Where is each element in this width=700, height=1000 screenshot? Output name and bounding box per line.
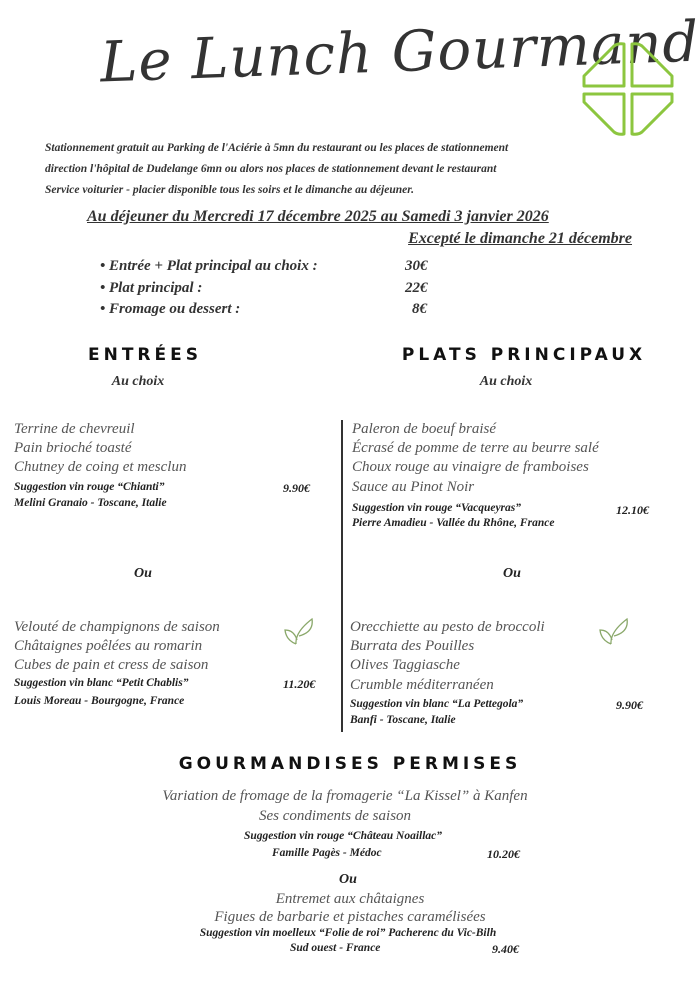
or-label: Ou xyxy=(339,872,357,887)
dish-line: Choux rouge au vinaigre de framboises xyxy=(352,459,589,475)
date-exception: Excepté le dimanche 21 décembre xyxy=(408,230,632,247)
wine-suggestion: Suggestion vin rouge “Château Noaillac” xyxy=(243,830,443,842)
column-divider xyxy=(341,420,343,732)
dish-line: Ses condiments de saison xyxy=(258,808,412,824)
dish-line: Entremet aux châtaignes xyxy=(275,891,425,907)
wine-price: 9.90€ xyxy=(283,481,310,495)
wine-suggestion: Suggestion vin rouge “Vacqueyras” xyxy=(352,502,522,514)
plats-heading: PLATS PRINCIPAUX xyxy=(401,345,647,365)
vegetarian-leaf-icon xyxy=(597,616,631,646)
formula-item: • Fromage ou dessert : xyxy=(100,301,241,317)
date-range: Au déjeuner du Mercredi 17 décembre 2025 au Samedi 3 janvier 2026 xyxy=(87,208,549,225)
formula-item: • Plat principal : xyxy=(100,280,203,296)
dish-line: Cubes de pain et cress de saison xyxy=(14,657,209,673)
formula-price: 22€ xyxy=(405,280,428,296)
formula-label: Fromage ou dessert : xyxy=(109,301,241,317)
wine-price: 9.90€ xyxy=(616,698,643,712)
wine-price: 11.20€ xyxy=(283,677,316,691)
or-label: Ou xyxy=(503,566,521,581)
dish-line: Burrata des Pouilles xyxy=(350,638,475,654)
dish-line: Variation de fromage de la fromagerie “La Kissel” à Kanfen xyxy=(162,788,528,804)
or-label: Ou xyxy=(134,566,152,581)
dish-line: Chutney de coing et mesclun xyxy=(14,459,187,475)
formula-item: • Entrée + Plat principal au choix : xyxy=(100,258,318,274)
parking-info-line: Stationnement gratuit au Parking de l'Aciérie à 5mn du restaurant ou les places de stationnement xyxy=(45,142,509,154)
dish-line: Paleron de boeuf braisé xyxy=(352,421,497,437)
dish-line: Châtaignes poêlées au romarin xyxy=(14,638,203,654)
dish-line: Velouté de champignons de saison xyxy=(14,619,220,635)
parking-info-line: direction l'hôpital de Dudelange 6mn ou alors nos places de stationnement devant le restaurant xyxy=(45,163,497,175)
formula-price: 8€ xyxy=(412,301,427,317)
dish-line: Écrasé de pomme de terre au beurre salé xyxy=(352,440,599,456)
wine-producer: Sud ouest - France xyxy=(290,942,381,954)
dish-line: Olives Taggiasche xyxy=(350,657,460,673)
clover-icon xyxy=(580,40,676,138)
wine-suggestion: Suggestion vin rouge “Chianti” xyxy=(14,481,165,493)
wine-producer: Banfi - Toscane, Italie xyxy=(350,714,456,726)
formula-label: Entrée + Plat principal au choix : xyxy=(109,258,318,274)
wine-suggestion: Suggestion vin moelleux “Folie de roi” Pacherenc du Vic-Bilh xyxy=(199,927,497,939)
wine-suggestion: Suggestion vin blanc “Petit Chablis” xyxy=(14,677,189,689)
wine-producer: Famille Pagès - Médoc xyxy=(272,847,382,859)
valet-info-line: Service voiturier - placier disponible tous les soirs et le dimanche au déjeuner. xyxy=(45,184,414,196)
dish-line: Crumble méditerranéen xyxy=(350,677,494,693)
menu-title: Le Lunch Gourmand xyxy=(99,9,700,96)
wine-producer: Louis Moreau - Bourgogne, France xyxy=(14,695,185,707)
wine-suggestion: Suggestion vin blanc “La Pettegola” xyxy=(350,698,524,710)
dish-line: Figues de barbarie et pistaches caramélisées xyxy=(214,909,486,925)
wine-price: 9.40€ xyxy=(492,942,519,956)
dish-line: Orecchiette au pesto de broccoli xyxy=(350,619,545,635)
wine-price: 12.10€ xyxy=(616,503,649,517)
plats-subtitle: Au choix xyxy=(479,374,533,389)
entrees-heading: ENTRÉES xyxy=(88,345,202,365)
wine-producer: Melini Granaio - Toscane, Italie xyxy=(14,497,167,509)
wine-price: 10.20€ xyxy=(487,847,520,861)
formula-label: Plat principal : xyxy=(109,280,203,296)
dish-line: Pain brioché toasté xyxy=(14,440,132,456)
wine-producer: Pierre Amadieu - Vallée du Rhône, France xyxy=(352,517,555,529)
dish-line: Terrine de chevreuil xyxy=(14,421,135,437)
gourmandises-heading: GOURMANDISES PERMISES xyxy=(178,754,522,774)
entrees-subtitle: Au choix xyxy=(111,374,165,389)
dish-line: Sauce au Pinot Noir xyxy=(352,479,475,495)
vegetarian-leaf-icon xyxy=(282,616,316,646)
formula-price: 30€ xyxy=(405,258,428,274)
